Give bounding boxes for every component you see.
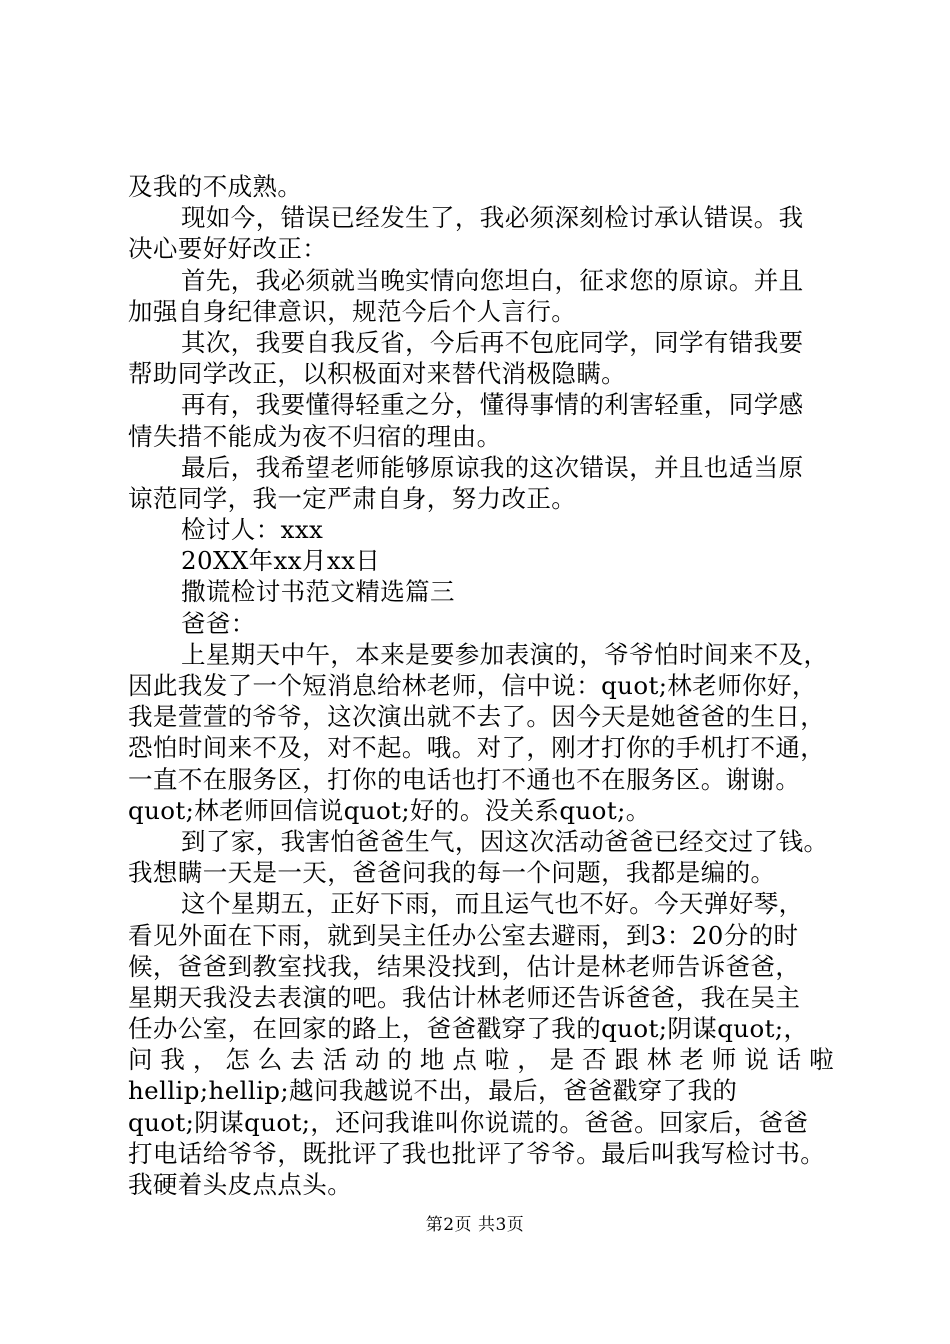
text-line: 一直不在服务区，打你的电话也打不通也不在服务区。谢谢。 [128,764,801,794]
page-number: 第2页 共3页 [425,1215,525,1235]
text-line: 因此我发了一个短消息给林老师，信中说：quot;林老师你好， [128,671,817,700]
text-line: 候，爸爸到教室找我，结果没找到，估计是林老师告诉爸爸， [128,951,801,981]
text-line: 我想瞒一天是一天，爸爸问我的每一个问题，我都是编的。 [128,858,776,888]
text-line: hellip;hellip;越问我越说不出，最后，爸爸戳穿了我的 [128,1076,738,1106]
text-line: 看见外面在下雨，就到吴主任办公室去避雨，到3：20分的时 [128,920,799,950]
page-footer [0,1215,950,1235]
text-line: 最后，我希望老师能够原谅我的这次错误，并且也适当原 [181,452,804,482]
text-line: 恐怕时间来不及，对不起。哦。对了，刚才打你的手机打不通， [128,733,826,763]
document-body [128,171,834,1200]
text-line: 谅范同学，我一定严肃自身，努力改正。 [128,483,577,513]
text-line: 这个星期五，正好下雨，而且运气也不好。今天弹好琴， [181,889,804,919]
salutation-line: 爸爸： [181,608,256,638]
text-line: 帮助同学改正，以积极面对来替代消极隐瞒。 [128,359,626,389]
text-line: 及我的不成熟。 [128,172,303,201]
text-line: 再有，我要懂得轻重之分，懂得事情的利害轻重，同学感 [181,390,804,420]
text-line: quot;阴谋quot;，还问我谁叫你说谎的。爸爸。回家后，爸爸 [128,1107,809,1137]
text-line: 现如今，错误已经发生了，我必须深刻检讨承认错误。我 [181,203,804,233]
text-line: 上星期天中午，本来是要参加表演的，爷爷怕时间来不及， [181,639,829,669]
text-line: 我硬着头皮点点头。 [128,1170,353,1199]
text-line: 到了家，我害怕爸爸生气，因这次活动爸爸已经交过了钱。 [181,826,829,856]
text-line: 加强自身纪律意识，规范今后个人言行。 [128,296,577,326]
text-line: 情失措不能成为夜不归宿的理由。 [128,421,502,451]
section-heading: 撒谎检讨书范文精选篇三 [181,577,455,607]
text-line: 任办公室，在回家的路上，爸爸戳穿了我的quot;阴谋quot;， [128,1014,809,1044]
text-line: 星期天我没去表演的吧。我估计林老师还告诉爸爸，我在吴主 [128,982,801,1012]
signature-line: 检讨人：xxx [181,515,324,545]
text-line: 我是萱萱的爷爷，这次演出就不去了。因今天是她爸爸的生日， [128,702,826,732]
text-line: 决心要好好改正： [128,234,328,264]
text-line: 其次，我要自我反省，今后再不包庇同学，同学有错我要 [181,327,804,357]
text-line: 打电话给爷爷，既批评了我也批评了爷爷。最后叫我写检讨书。 [128,1138,826,1168]
text-line: 问我，怎么去活动的地点啦，是否跟林老师说话啦 [128,1045,834,1075]
text-line: 首先，我必须就当晚实情向您坦白，征求您的原谅。并且 [181,265,804,295]
text-line: quot;林老师回信说quot;好的。没关系quot;。 [128,795,651,825]
date-line: 20XX年xx月xx日 [181,546,381,576]
